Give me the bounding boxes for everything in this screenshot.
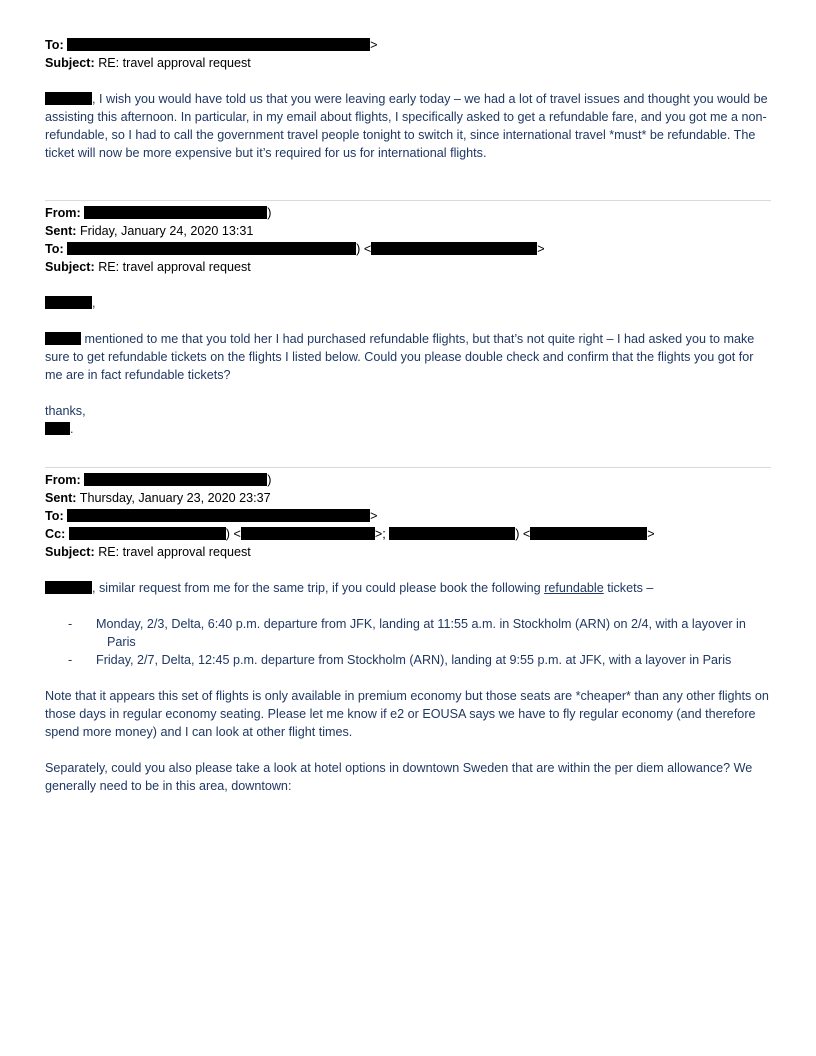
from-label: From:: [45, 206, 81, 220]
email3-note: Note that it appears this set of flights is only available in premium economy but those seats are *cheaper* than any other flights on those days in regular economy seating. Please let me know if e2 or EOUSA says we have to fly regular economy (and therefore spend more money) and I can look at other flight times.: [45, 689, 769, 739]
redacted-signature: [45, 422, 70, 435]
subject-text: RE: travel approval request: [98, 260, 251, 274]
email-thread: [45, 36, 771, 795]
cc-mid-1: ) <: [225, 527, 241, 541]
redacted-sender: [84, 206, 267, 219]
list-item: [45, 651, 771, 669]
cc-label: Cc:: [45, 527, 66, 541]
from-suffix: ): [267, 473, 272, 487]
dash-icon: -: [68, 617, 73, 631]
to-suffix: >: [537, 242, 545, 256]
intro-before: , similar request from me for the same trip, if you could please book the following: [92, 581, 545, 595]
email3-cc-line: [45, 525, 771, 543]
email3-subject-line: [45, 543, 771, 561]
redacted-recipient-name: [67, 242, 356, 255]
email2-greeting: [45, 294, 771, 312]
sent-value: Thursday, January 23, 2020 23:37: [79, 491, 271, 505]
redacted-cc-email-1: [241, 527, 375, 540]
email2-to-line: [45, 240, 771, 258]
flight-list: [45, 615, 771, 669]
to-suffix: >: [370, 509, 378, 523]
redacted-cc-name-1: [69, 527, 226, 540]
subject-text: RE: travel approval request: [98, 545, 251, 559]
email2-sent-line: [45, 222, 771, 240]
redacted-name: [45, 332, 81, 345]
list-item: [45, 615, 771, 651]
sent-value: Friday, January 24, 2020 13:31: [79, 224, 254, 238]
email2-from-line: [45, 204, 771, 222]
cc-suffix: >: [647, 527, 655, 541]
redacted-cc-name-2: [389, 527, 515, 540]
from-label: From:: [45, 473, 81, 487]
subject-label: Subject:: [45, 56, 95, 70]
subject-label: Subject:: [45, 260, 95, 274]
to-suffix: >: [370, 38, 378, 52]
sent-label: Sent:: [45, 224, 77, 238]
redacted-cc-email-2: [530, 527, 647, 540]
sent-label: Sent:: [45, 491, 77, 505]
message1-body: [45, 90, 771, 162]
cc-mid-2: >;: [374, 527, 390, 541]
redacted-name: [45, 296, 92, 309]
redacted-recipient: [67, 509, 370, 522]
email2-subject-line: [45, 258, 771, 276]
signature-suffix: .: [70, 422, 74, 436]
email3-hotel: Separately, could you also please take a look at hotel options in downtown Sweden that are within the per diem allowance? We generally need to be in this area, downtown:: [45, 761, 753, 793]
email3-sent-line: [45, 489, 771, 507]
email3-to-line: [45, 507, 771, 525]
email2-body: [45, 330, 771, 384]
flight-item-2: Friday, 2/7, Delta, 12:45 p.m. departure from Stockholm (ARN), landing at 9:55 p.m. at JFK, with a layover in Paris: [96, 653, 732, 667]
email2-text: mentioned to me that you told her I had purchased refundable flights, but that’s not quite right – I had asked you to make sure to get refundable tickets on the flights I listed below. Could you please double check and confirm that the flights you got for me are in fact refundable tickets?: [45, 332, 755, 382]
intro-underlined: refundable: [544, 581, 604, 595]
subject-text: RE: travel approval request: [98, 56, 251, 70]
email3-from-line: [45, 471, 771, 489]
subject-label: Subject:: [45, 545, 95, 559]
redacted-recipient-email: [371, 242, 537, 255]
redacted-name: [45, 581, 92, 594]
email2-signature: [45, 420, 771, 438]
intro-after: tickets –: [603, 581, 654, 595]
redacted-recipient: [67, 38, 370, 51]
from-suffix: ): [267, 206, 272, 220]
dash-icon: -: [68, 653, 73, 667]
top-subject-line: [45, 54, 771, 72]
cc-mid-3: ) <: [515, 527, 531, 541]
to-mid: ) <: [356, 242, 372, 256]
redacted-name: [45, 92, 92, 105]
flight-item-1: Monday, 2/3, Delta, 6:40 p.m. departure from JFK, landing at 11:55 a.m. in Stockholm (ARN) on 2/4, with a layover in Paris: [96, 617, 746, 649]
top-to-line: [45, 36, 771, 54]
email3-intro: [45, 579, 771, 597]
to-label: To:: [45, 509, 64, 523]
email2-closing: thanks,: [45, 404, 86, 418]
redacted-sender: [84, 473, 267, 486]
to-label: To:: [45, 38, 64, 52]
to-label: To:: [45, 242, 64, 256]
message1-text: , I wish you would have told us that you were leaving early today – we had a lot of travel issues and thought you would be assisting this afternoon. In particular, in my email about flights, I specifically asked to get a refundable fare, and you got me a non-refundable, so I had to call the government travel people tonight to switch it, since international travel *must* be refundable. The ticket will now be more expensive but it’s required for us for international flights.: [45, 92, 768, 160]
greeting-suffix: ,: [92, 296, 96, 310]
